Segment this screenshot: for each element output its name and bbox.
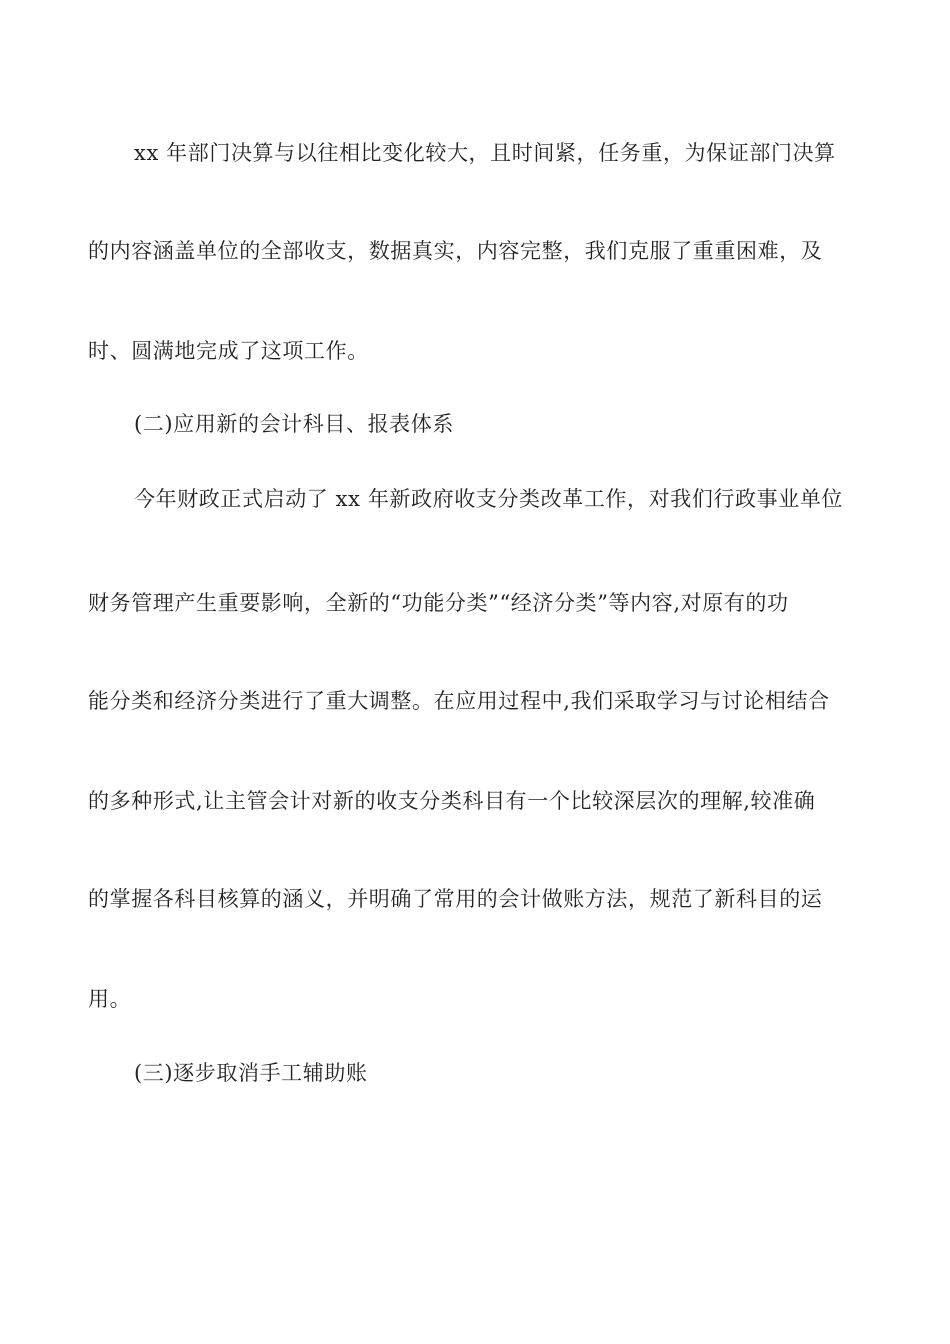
paragraph-line: 的内容涵盖单位的全部收支，数据真实，内容完整，我们克服了重重困难，及 (88, 239, 823, 263)
paragraph-line: 财务管理产生重要影响，全新的“功能分类”“经济分类”等内容,对原有的功 (88, 591, 789, 615)
paragraph-line: 今年财政正式启动了 xx 年新政府收支分类改革工作，对我们行政事业单位 (134, 487, 844, 511)
section-heading: (二)应用新的会计科目、报表体系 (134, 412, 454, 436)
section-heading: (三)逐步取消手工辅助账 (134, 1061, 368, 1085)
paragraph-line: 能分类和经济分类进行了重大调整。在应用过程中,我们采取学习与讨论相结合 (88, 689, 830, 713)
paragraph-line: xx 年部门决算与以往相比变化较大，且时间紧，任务重，为保证部门决算 (134, 141, 836, 165)
paragraph-line: 的多种形式,让主管会计对新的收支分类科目有一个比较深层次的理解,较准确 (88, 789, 816, 813)
paragraph-line: 的掌握各科目核算的涵义，并明确了常用的会计做账方法，规范了新科目的运 (88, 887, 823, 911)
paragraph-line: 用。 (88, 987, 132, 1011)
paragraph-line: 时、圆满地完成了这项工作。 (88, 339, 369, 363)
